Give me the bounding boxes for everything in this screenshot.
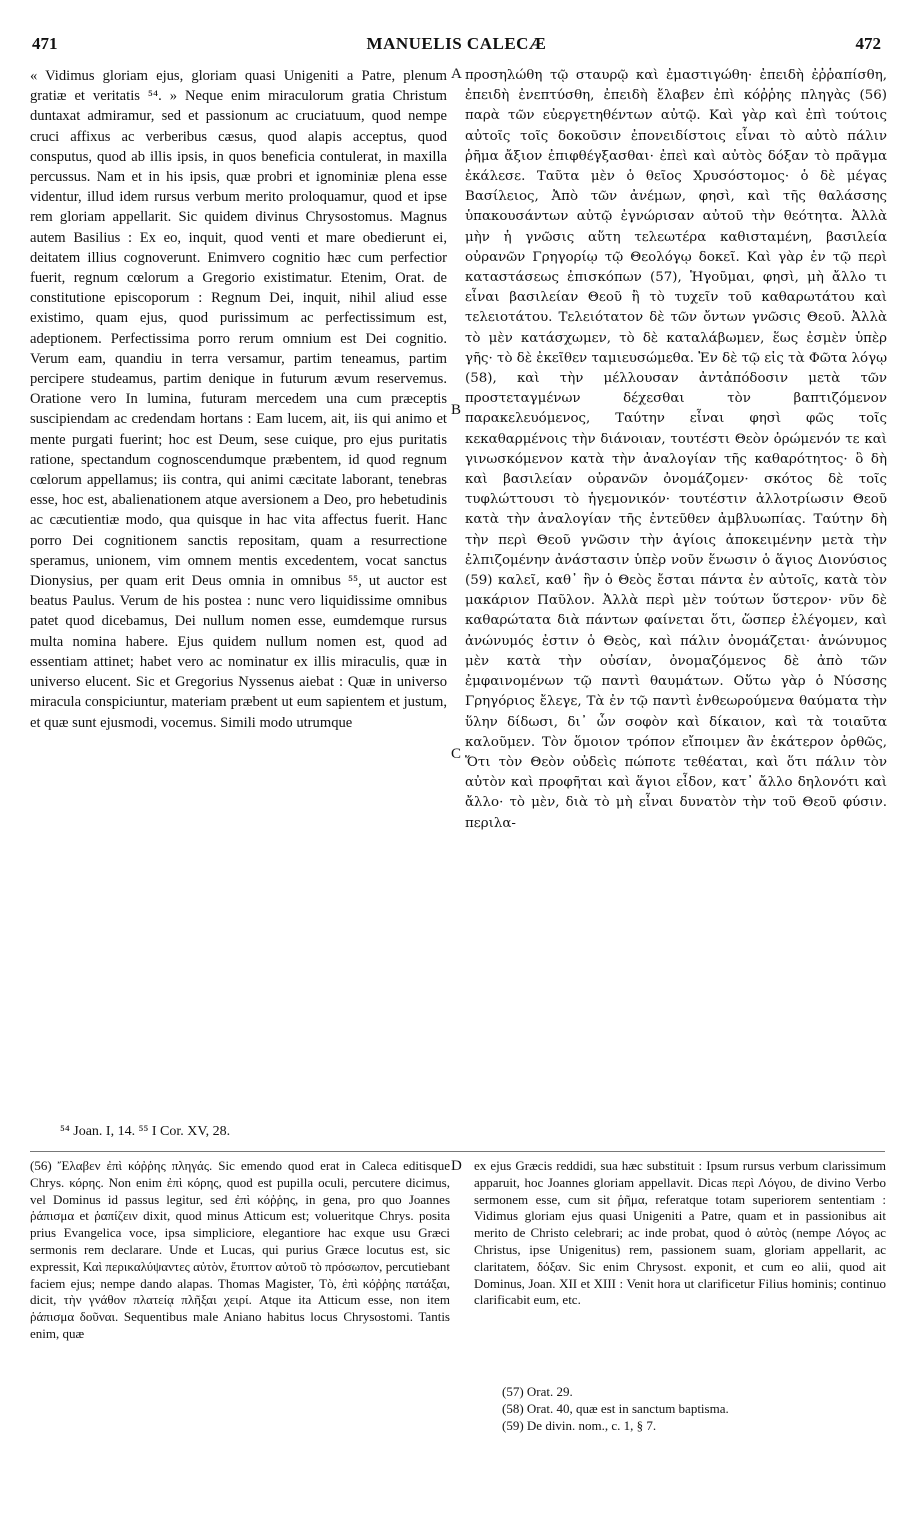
margin-letter-b: B (451, 402, 462, 418)
running-header (30, 34, 883, 56)
scripture-footnotes: ⁵⁴ Joan. I, 14. ⁵⁵ I Cor. XV, 28. (60, 1124, 231, 1139)
greek-column (465, 66, 887, 834)
note-59: (59) De divin. nom., c. 1, § 7. (502, 1418, 657, 1433)
note-left-column (30, 1158, 450, 1343)
note-56: (56) Ἔλαβεν ἐπὶ κόῤῥης πληγάς. Sic emendo quod erat in Caleca editisque Chrys. κόρης. Non enim ἐπὶ κόρης, quod est pupilla oculi, percutere dicimus, vel Dominus id passus legitur, sed ἐπὶ κόῤῥης, in gena, pro quo Joannes ῥάπισμα et ῥαπίζειν dixit, quod minus Atticum est; volueritque Chrys. posita prius Evangelica voce, ipsa simpliciore, elegantiore hac exque usu Græci sermonis rem declarare. Unde et Lucas, qui purius Græce locutus est, sic expressit, Καὶ περικαλύψαντες αὐτὸν, ἔτυπτον αὐτοῦ τὸ πρόσωπον, percutiebant faciem ejus; nempe dando alapas. Thomas Magister, Τὸ, ἐπὶ κόῤῥης πατάξαι, dicit, τὴν γνάθον πλατείᾳ πλῆξαι χειρί. Atque ita Atticum esse, non item ῥάπισμα δοῦναι. Sequentibus male Aniano habitus locus Chrysostomi. Tantis enim, quæ (30, 1158, 450, 1341)
note-58: (58) Orat. 40, quæ est in sanctum baptisma. (502, 1401, 729, 1416)
footnote-divider (30, 1151, 885, 1152)
note-56-continued: ex ejus Græcis reddidi, sua hæc substituit : Ipsum rursus verbum clarissimum apparuit, hoc Joannes gloriam appellavit. Dicas περὶ Λόγου, de divino Verbo sermonem esse, cum sit ῥῆμα, referatque totam superiorem sententiam : Vidimus gloriam ejus quasi Unigeniti a Patre, quam et in passionibus ait merito de Christo celebrari; ac inde probat, quod ὁ αὐτὸς (nempe Λόγος ac Christus, ipse Unigenitus) rem, passionem suam, gloriam appellarit, ac claritatem, δόξαν. Sic enim Chrysost. exponit, et cum eo alii, quod ait Dominus, Joan. XII et XIII : Venit hora ut clarificetur Filius hominis; continuo clarificabit eum, etc. (474, 1158, 886, 1308)
reference-notes (502, 1383, 729, 1434)
margin-letter-d: D (451, 1158, 462, 1174)
margin-letter-c: C (451, 746, 462, 762)
page-number-left: 471 (32, 34, 58, 53)
latin-column (30, 66, 447, 733)
running-title: MANUELIS CALECÆ (366, 34, 547, 53)
greek-text: προσηλώθη τῷ σταυρῷ καὶ ἐμαστιγώθη· ἐπειδὴ ἐῤῥαπίσθη, ἐπειδὴ ἐνεπτύσθη, ἐπειδὴ ἔλαβεν ἐπὶ κόῤῥης πληγὰς (56) παρὰ τῶν εὐεργετηθέντων αὐτῷ. Καὶ γὰρ καὶ ἐπὶ τούτοις αὐτοῖς τοῖς δοκοῦσιν ἐπονειδίστοις εἶναι τὸ αὐτὸ πάλιν ῥῆμα ἄξιον ἐπιφθέγξασθαι· ἐπεὶ καὶ αὐτὸς δόξαν τὸ πρᾶγμα ἐκάλεσε. Ταῦτα μὲν ὁ θεῖος Χρυσόστομος· ὁ δὲ μέγας Βασίλειος, Ἀπὸ τῶν ἀνέμων, φησὶ, καὶ τῆς θαλάσσης ὑπακουσάντων αὐτῷ ἐγνώρισαν αὐτοῦ τὴν θεότητα. Ἀλλὰ μὴν ἡ γνῶσις αὕτη τελεωτέρα καθισταμένη, βασιλεία οὐρανῶν Γρηγορίῳ τῷ Θεολόγῳ δοκεῖ. Καὶ γὰρ ἐν τῷ περὶ καταστάσεως ἐπισκόπων (57), Ἡγοῦμαι, φησὶ, μὴ ἄλλο τι εἶναι βασιλείαν Θεοῦ ἢ τὸ τυχεῖν τοῦ καθαρωτάτου καὶ τελειοτάτου. Τελειότατον δὲ τῶν ὄντων γνῶσις Θεοῦ. Ἀλλὰ τὸ μὲν κατάσχωμεν, τὸ δὲ καταλάβωμεν, ἕως ἐσμὲν ὑπὲρ γῆς· τὸ δὲ ἐκεῖθεν ταμιευσώμεθα. Ἐν δὲ τῷ εἰς τὰ Φῶτα λόγῳ (58), καὶ τὴν μέλλουσαν ἀντἀπόδοσιν μετὰ τῶν προστεταγμένων δέχεσθαι τὸν βαπτιζόμενον παρακελευόμενος, Ταύτην εἶναι φησὶ φῶς τοῖς κεκαθαρμένοις τὴν διάνοιαν, τουτέστι Θεὸν ὁρώμενόν τε καὶ γινωσκόμενον κατὰ τὴν ἀναλογίαν τῆς καθαρότητος· ὃ δὴ καὶ βασιλείαν οὐρανῶν ὀνομάζομεν· σκότος δὲ τοῖς τυφλώττουσι τὸ ἡγεμονικόν· τουτέστιν ἀλλοτρίωσιν Θεοῦ κατὰ τὴν ἀναλογίαν τῆς ἐντεῦθεν ἀμβλυωπίας. Ταύτην δὴ τὴν περὶ Θεοῦ γνῶσιν τὴν ἁγίοις ἀποκειμένην μετὰ τὴν ἐλπιζομένην ἀνάστασιν ὑπὲρ νοῦν ἕνωσιν ὁ ἅγιος Διονύσιος (59) καλεῖ, καθ᾽ ἣν ὁ Θεὸς ἔσται πάντα ἐν αὐτοῖς, κατὰ τὸν μακάριον Παῦλον. Ἀλλὰ περὶ μὲν τούτων ὕστερον· νῦν δὲ καθαρώτατα διὰ πάντων φαίνεται ὅτι, ὥσπερ ἐλέγομεν, καὶ ἀνώνυμός ἐστιν ὁ Θεὸς, καὶ πάλιν ὀνομάζεται· ἀνώνυμος μὲν κατὰ τὴν οὐσίαν, ὀνομαζόμενος δὲ ἀπὸ τῶν ἐμφαινομένων τῷ παντὶ θαυμάτων. Οὕτω γὰρ ὁ Νύσσης Γρηγόριος ἔλεγε, Τὰ ἐν τῷ παντὶ ἐνθεωρούμενα θαύματα τὴν ὕλην δίδωσι, δι᾽ ὧν σοφὸν καὶ δίκαιον, καὶ τὰ τοιαῦτα καλοῦμεν. Τὸν ὅμοιον τρόπον εἴποιμεν ἂν ἑκάτερον ὀρθῶς, Ὅτι τὸν Θεὸν οὐδεὶς πώποτε τεθέαται, καὶ ὅτι πάλιν τὸν αὐτὸν καὶ προφῆται καὶ ἅγιοι εἶδον, κατ᾽ ἄλλο δηλονότι καὶ ἄλλο· τὸ μὲν, διὰ τὸ μὴ εἶναι δυνατὸν τὴν τοῦ Θεοῦ φύσιν. περιλα- (465, 68, 887, 831)
page-number-right: 472 (855, 34, 881, 53)
note-57: (57) Orat. 29. (502, 1384, 573, 1399)
note-right-column (474, 1158, 886, 1309)
margin-letter-a: A (451, 66, 462, 82)
latin-text: « Vidimus gloriam ejus, gloriam quasi Unigeniti a Patre, plenum gratiæ et veritatis ⁵⁴. » Neque enim miraculorum gratia Christum duntaxat admiramur, sed et passionum ac cruciatuum, quod nempe cruci affixus ac verberibus cæsus, quod alapis acceptus, quod consputus, quod ab illis ipsis, in quos beneficia contulerat, in maxilla percussus. Nam et in his ipsis, quæ probri et ignominiæ plena esse videntur, illud idem rursus verbum merito proloquamur, quod et ipse rem gloriam appellarit. Sic quidem divinus Chrysostomus. Magnus autem Basilius : Ex eo, inquit, quod venti et mare obedierunt ei, deitatem illius cognoverunt. Enimvero cognitio hæc cum perfectior fuerit, regnum cœlorum a Gregorio existimatur. Etenim, Orat. de constitutione episcoporum : Regnum Dei, inquit, nihil aliud esse existimo, quam ejus, quod purissimum ac perfectissimum est, adeptionem. Perfectissima porro rerum omnium est Dei cognitio. Verum eam, quandiu in terra versamur, partim teneamus, partim percipere studeamus, partim denique in futurum ævum reservemus. Oratione vero In lumina, futuram mercedem una cum præceptis suscipiendam ac credendam hortans : Eam lucem, ait, iis qui animo et mente purgati fuerint; hoc est Deum, sese cuique, pro ejus puritatis ratione, spectandum cognoscendumque præbentem, id quod regnum cœlorum appellamus; iis contra, qui animi cæcitate laborant, tenebras esse, hoc est, abalienationem atque aversionem a Deo, pro hebetudinis ac cæcutientiæ modo, qua quisque in hac vita affectus fuerit. Hanc porro Dei cognitionem sanctis repositam, quam a resurrectione speramus, unionem, vim omnem mentis excedentem, vocat sanctus Dionysius, per quam erit Deus omnia in omnibus ⁵⁵, ut auctor est beatus Paulus. Verum de his postea : nunc vero liquidissime omnibus patet quod dicebamus, Dei nullum nomen esse, eumdemque rursus multa nomina habere. Ejus quidem nullum nomen est, quod ad essentiam attinet; habet vero ac nominatur ex illis miraculis, quæ in universo elucent. Sic et Gregorius Nyssenus aiebat : Quæ in universo miracula conspiciuntur, materiam præbent ut eum sapientem et justum, et quæ sunt ejusmodi, vocemus. Simili modo utrumque (30, 68, 447, 731)
